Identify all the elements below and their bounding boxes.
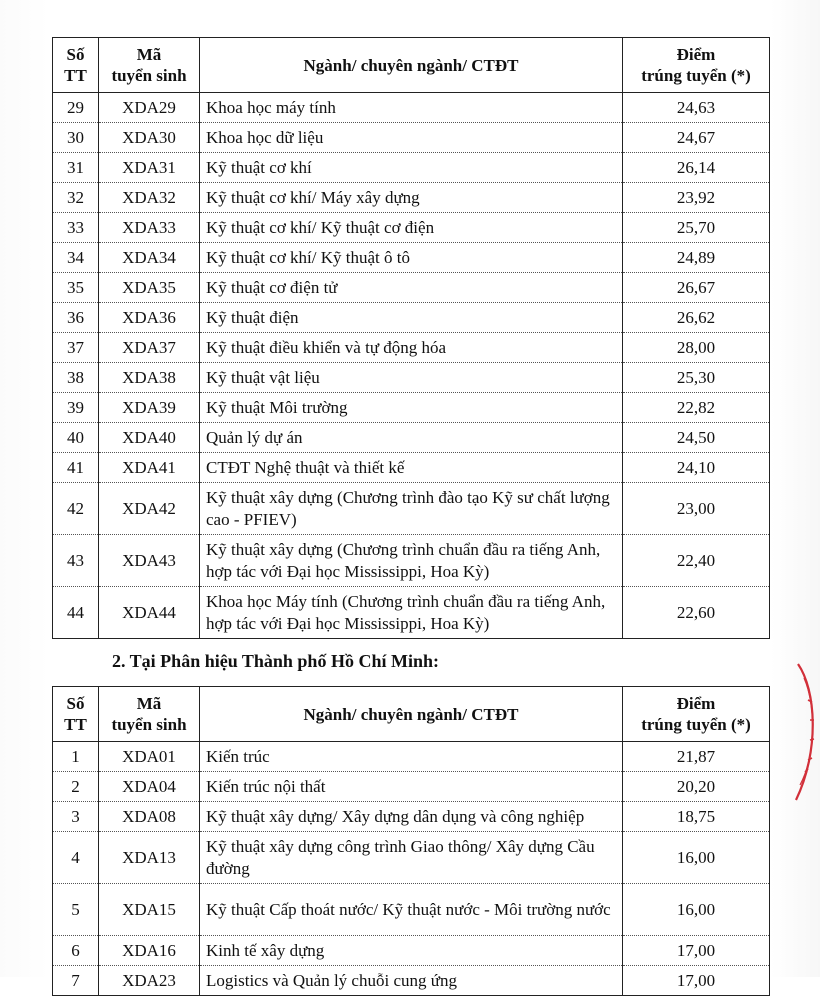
header-no [53, 687, 99, 742]
admission-code: XDA43 [99, 535, 200, 587]
row-number: 44 [53, 587, 99, 639]
admission-code: XDA35 [99, 273, 200, 303]
row-number: 33 [53, 213, 99, 243]
table-row [53, 423, 770, 453]
admission-score: 26,62 [623, 303, 770, 333]
admission-code: XDA39 [99, 393, 200, 423]
admission-score: 26,14 [623, 153, 770, 183]
admission-score: 26,67 [623, 273, 770, 303]
admission-code: XDA15 [99, 884, 200, 936]
header-major: Ngành/ chuyên ngành/ CTĐT [200, 687, 623, 742]
admission-score: 16,00 [623, 884, 770, 936]
header-line: trúng tuyển (*) [641, 66, 751, 85]
header-line: Số [66, 694, 85, 713]
row-number: 3 [53, 802, 99, 832]
admission-score: 21,87 [623, 742, 770, 772]
table-row [53, 363, 770, 393]
admission-score: 22,40 [623, 535, 770, 587]
major-name: Kỹ thuật Môi trường [200, 393, 623, 423]
header-line: Số [66, 45, 85, 64]
admission-code: XDA34 [99, 243, 200, 273]
table-row [53, 535, 770, 587]
table-row [53, 153, 770, 183]
admission-code: XDA41 [99, 453, 200, 483]
admission-score: 24,67 [623, 123, 770, 153]
row-number: 40 [53, 423, 99, 453]
table-row [53, 936, 770, 966]
row-number: 32 [53, 183, 99, 213]
admission-code: XDA37 [99, 333, 200, 363]
table-row [53, 243, 770, 273]
admission-code: XDA31 [99, 153, 200, 183]
header-line: Mã [136, 45, 162, 64]
table-row [53, 966, 770, 996]
admission-score: 24,89 [623, 243, 770, 273]
table-row [53, 93, 770, 123]
header-no [53, 38, 99, 93]
major-name: Kỹ thuật điện [200, 303, 623, 333]
row-number: 42 [53, 483, 99, 535]
table-row [53, 393, 770, 423]
header-line: Mã [136, 694, 162, 713]
major-name: Kỹ thuật điều khiển và tự động hóa [200, 333, 623, 363]
table-row [53, 802, 770, 832]
major-name: Khoa học Máy tính (Chương trình chuẩn đầu ra tiếng Anh, hợp tác với Đại học Mississippi, Hoa Kỳ) [200, 587, 623, 639]
header-code [99, 38, 200, 93]
table-row [53, 183, 770, 213]
row-number: 30 [53, 123, 99, 153]
row-number: 41 [53, 453, 99, 483]
admission-code: XDA01 [99, 742, 200, 772]
row-number: 37 [53, 333, 99, 363]
scores-table-main [52, 37, 770, 639]
row-number: 36 [53, 303, 99, 333]
admission-code: XDA13 [99, 832, 200, 884]
table-row [53, 884, 770, 936]
major-name: Kiến trúc nội thất [200, 772, 623, 802]
major-name: Kỹ thuật cơ điện tử [200, 273, 623, 303]
major-name: Kỹ thuật xây dựng (Chương trình đào tạo Kỹ sư chất lượng cao - PFIEV) [200, 483, 623, 535]
row-number: 35 [53, 273, 99, 303]
table-header-row [53, 38, 770, 93]
major-name: Khoa học dữ liệu [200, 123, 623, 153]
row-number: 2 [53, 772, 99, 802]
admission-code: XDA16 [99, 936, 200, 966]
admission-code: XDA29 [99, 93, 200, 123]
header-line: tuyển sinh [111, 66, 187, 85]
admission-code: XDA30 [99, 123, 200, 153]
admission-code: XDA08 [99, 802, 200, 832]
admission-code: XDA42 [99, 483, 200, 535]
major-name: Kỹ thuật xây dựng/ Xây dựng dân dụng và công nghiệp [200, 802, 623, 832]
admission-code: XDA23 [99, 966, 200, 996]
row-number: 4 [53, 832, 99, 884]
table-row [53, 303, 770, 333]
header-line: Điểm [676, 694, 716, 713]
table-row [53, 123, 770, 153]
table-row [53, 772, 770, 802]
major-name: Kỹ thuật xây dựng (Chương trình chuẩn đầu ra tiếng Anh, hợp tác với Đại học Mississippi, Hoa Kỳ) [200, 535, 623, 587]
major-name: Quản lý dự án [200, 423, 623, 453]
major-name: Kỹ thuật cơ khí/ Kỹ thuật cơ điện [200, 213, 623, 243]
row-number: 1 [53, 742, 99, 772]
major-name: Kỹ thuật cơ khí [200, 153, 623, 183]
admission-score: 24,10 [623, 453, 770, 483]
header-code [99, 687, 200, 742]
admission-score: 23,00 [623, 483, 770, 535]
major-name: Kỹ thuật cơ khí/ Kỹ thuật ô tô [200, 243, 623, 273]
admission-score: 16,00 [623, 832, 770, 884]
red-seal-stamp-fragment [794, 660, 820, 805]
row-number: 31 [53, 153, 99, 183]
row-number: 39 [53, 393, 99, 423]
table-row [53, 483, 770, 535]
row-number: 6 [53, 936, 99, 966]
header-major: Ngành/ chuyên ngành/ CTĐT [200, 38, 623, 93]
admission-score: 24,63 [623, 93, 770, 123]
admission-score: 24,50 [623, 423, 770, 453]
admission-score: 23,92 [623, 183, 770, 213]
row-number: 43 [53, 535, 99, 587]
header-line: tuyển sinh [111, 715, 187, 734]
admission-code: XDA44 [99, 587, 200, 639]
major-name: Kiến trúc [200, 742, 623, 772]
table-row [53, 453, 770, 483]
admission-code: XDA32 [99, 183, 200, 213]
table-row [53, 742, 770, 772]
row-number: 38 [53, 363, 99, 393]
header-line: trúng tuyển (*) [641, 715, 751, 734]
major-name: Kinh tế xây dựng [200, 936, 623, 966]
header-score [623, 38, 770, 93]
admission-code: XDA33 [99, 213, 200, 243]
table-row [53, 832, 770, 884]
section-heading-hcm: 2. Tại Phân hiệu Thành phố Hồ Chí Minh: [112, 651, 439, 671]
admission-code: XDA36 [99, 303, 200, 333]
header-line: TT [64, 66, 87, 85]
admission-code: XDA04 [99, 772, 200, 802]
header-score [623, 687, 770, 742]
row-number: 34 [53, 243, 99, 273]
row-number: 29 [53, 93, 99, 123]
admission-score: 25,30 [623, 363, 770, 393]
major-name: Kỹ thuật cơ khí/ Máy xây dựng [200, 183, 623, 213]
table-header-row [53, 687, 770, 742]
table-row [53, 587, 770, 639]
row-number: 5 [53, 884, 99, 936]
admission-score: 22,60 [623, 587, 770, 639]
major-name: CTĐT Nghệ thuật và thiết kế [200, 453, 623, 483]
major-name: Logistics và Quản lý chuỗi cung ứng [200, 966, 623, 996]
admission-score: 18,75 [623, 802, 770, 832]
table-row [53, 333, 770, 363]
table-row [53, 273, 770, 303]
admission-score: 17,00 [623, 936, 770, 966]
admission-code: XDA38 [99, 363, 200, 393]
admission-score: 28,00 [623, 333, 770, 363]
major-name: Khoa học máy tính [200, 93, 623, 123]
header-line: TT [64, 715, 87, 734]
scores-table-hcm [52, 686, 770, 996]
major-name: Kỹ thuật xây dựng công trình Giao thông/ Xây dựng Cầu đường [200, 832, 623, 884]
admission-score: 17,00 [623, 966, 770, 996]
major-name: Kỹ thuật Cấp thoát nước/ Kỹ thuật nước - Môi trường nước [200, 884, 623, 936]
admission-code: XDA40 [99, 423, 200, 453]
table-row [53, 213, 770, 243]
admission-score: 22,82 [623, 393, 770, 423]
admission-score: 20,20 [623, 772, 770, 802]
header-line: Điểm [676, 45, 716, 64]
major-name: Kỹ thuật vật liệu [200, 363, 623, 393]
admission-score: 25,70 [623, 213, 770, 243]
row-number: 7 [53, 966, 99, 996]
